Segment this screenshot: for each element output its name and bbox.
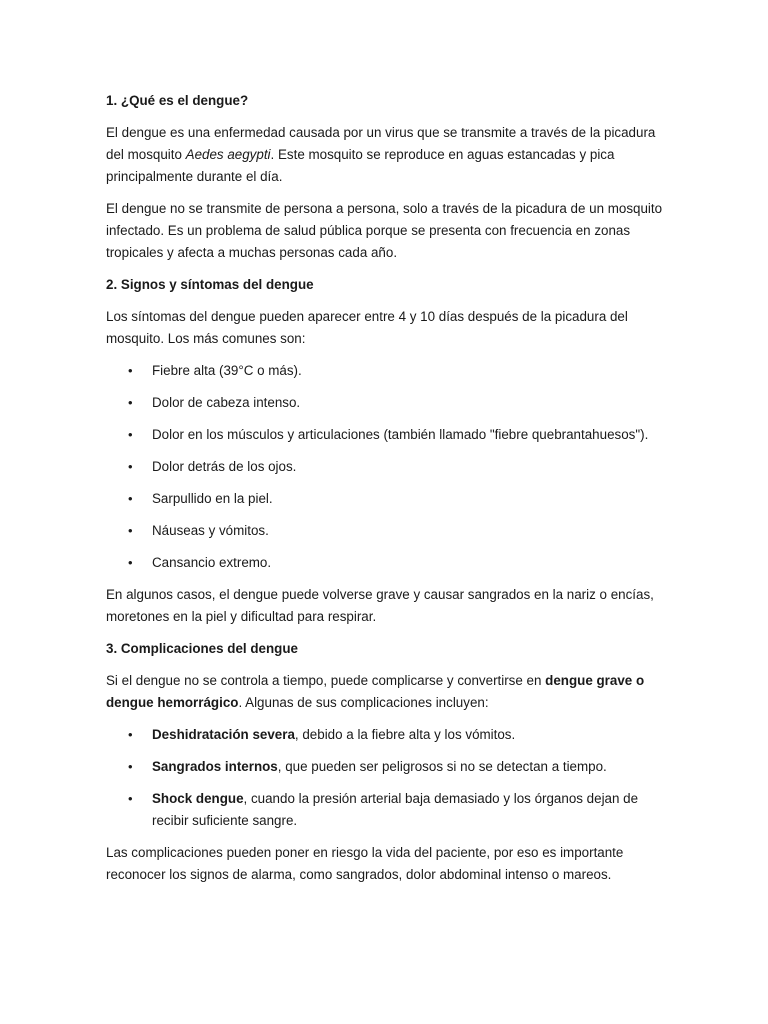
list-item-text: Dolor de cabeza intenso.: [152, 395, 301, 410]
list-item: [106, 392, 666, 414]
bullet-icon: •: [128, 459, 133, 474]
bullet-icon: •: [128, 395, 133, 410]
bullet-icon: •: [128, 523, 133, 538]
paragraph: En algunos casos, el dengue puede volverse grave y causar sangrados en la nariz o encías, moretones en la piel y dificultad para respirar.: [106, 587, 654, 624]
text-run: El dengue es una enfermedad causada por un virus que se transmite a través de la picadura del mosquito: [106, 125, 656, 162]
list-item-text: Cansancio extremo.: [152, 555, 272, 570]
symptom-list: [106, 360, 666, 574]
list-item-text: , que pueden ser peligrosos si no se detectan a tiempo.: [277, 759, 607, 774]
paragraph: [106, 670, 666, 714]
section-heading-1: 1. ¿Qué es el dengue?: [106, 93, 249, 108]
list-item-text: Dolor detrás de los ojos.: [152, 459, 297, 474]
bold-term: dengue grave o dengue hemorrágico: [106, 673, 645, 710]
bullet-icon: •: [128, 759, 133, 774]
paragraph: Los síntomas del dengue pueden aparecer entre 4 y 10 días después de la picadura del mosquito. Los más comunes son:: [106, 309, 628, 346]
bold-term: Deshidratación severa: [152, 727, 295, 742]
list-item: [106, 520, 666, 542]
text-run: . Algunas de sus complicaciones incluyen:: [238, 695, 489, 710]
document-body: [106, 90, 666, 896]
list-item: [106, 756, 666, 778]
list-item: [106, 456, 666, 478]
section-heading-2: 2. Signos y síntomas del dengue: [106, 277, 314, 292]
list-item: [106, 488, 666, 510]
complication-list: [106, 724, 666, 832]
paragraph: Las complicaciones pueden poner en riesgo la vida del paciente, por eso es importante reconocer los signos de alarma, como sangrados, dolor abdominal intenso o mareos.: [106, 845, 624, 882]
list-item-text: , cuando la presión arterial baja demasiado y los órganos dejan de recibir suficiente sangre.: [152, 791, 639, 828]
list-item: [106, 788, 666, 832]
bullet-icon: •: [128, 427, 133, 442]
italic-species-name: Aedes aegypti: [185, 147, 271, 162]
paragraph: [106, 122, 666, 188]
bullet-icon: •: [128, 727, 133, 742]
list-item: [106, 552, 666, 574]
text-run: Si el dengue no se controla a tiempo, puede complicarse y convertirse en: [106, 673, 546, 688]
section-heading-3: 3. Complicaciones del dengue: [106, 641, 298, 656]
list-item: [106, 360, 666, 382]
list-item-text: Fiebre alta (39°C o más).: [152, 363, 302, 378]
list-item: [106, 724, 666, 746]
list-item: [106, 424, 666, 446]
bullet-icon: •: [128, 363, 133, 378]
bullet-icon: •: [128, 491, 133, 506]
list-item-text: Sarpullido en la piel.: [152, 491, 273, 506]
text-run: . Este mosquito se reproduce en aguas estancadas y pica principalmente durante el día.: [106, 147, 615, 184]
bold-term: Shock dengue: [152, 791, 244, 806]
bullet-icon: •: [128, 791, 133, 806]
paragraph: El dengue no se transmite de persona a persona, solo a través de la picadura de un mosquito infectado. Es un problema de salud pública porque se presenta con frecuencia en zonas tropicales y afecta a muchas personas cada año.: [106, 201, 663, 260]
bold-term: Sangrados internos: [152, 759, 278, 774]
list-item-text: Náuseas y vómitos.: [152, 523, 269, 538]
list-item-text: Dolor en los músculos y articulaciones (también llamado "fiebre quebrantahuesos").: [152, 427, 649, 442]
bullet-icon: •: [128, 555, 133, 570]
list-item-text: , debido a la fiebre alta y los vómitos.: [294, 727, 516, 742]
